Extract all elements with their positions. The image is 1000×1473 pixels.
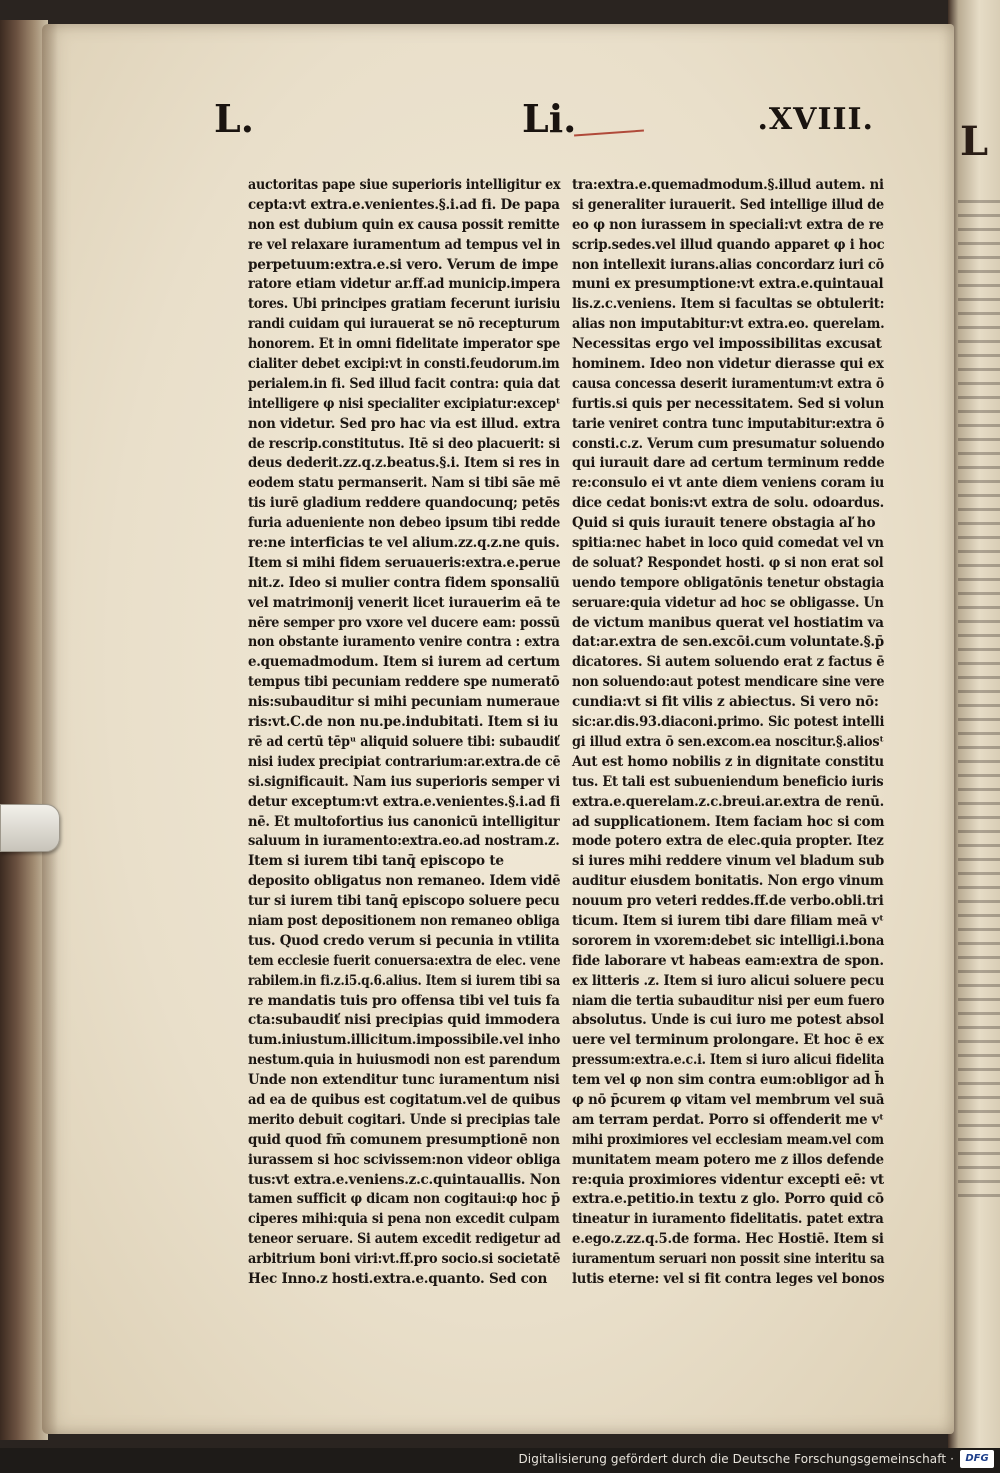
text-line: saluum in iuramento:extra.eo.ad nostram.z. (248, 833, 560, 850)
text-line: ratore etiam videtur ar.ff.ad municip.impera (248, 276, 561, 293)
text-line: Hec Inno.z hosti.extra.e.quanto. Sed con (248, 1270, 548, 1287)
text-line: vel matrimonij venerit licet iurauerim eā te (248, 594, 561, 611)
text-line: seruare:quia videtur ad hoc se obligasse. Un (572, 594, 884, 611)
text-line: mihi proximiores vel ecclesiam meam.vel com (572, 1131, 884, 1148)
text-line: teneor seruare. Si autem excedit redigetur ad (248, 1231, 561, 1248)
text-line: fide laborare vt habeas eam:extra de spon. (572, 952, 884, 969)
text-line: causa concessa deserit iuramentum:vt extra ō (572, 375, 885, 392)
text-line: non videtur. Sed pro hac via est illud. extra (248, 415, 561, 432)
text-line: munitatem meam potero me z illos defende (572, 1151, 884, 1168)
text-line: tur si iurem tibi tanq̄ episcopo soluere pecu (248, 893, 560, 910)
text-line: Item si mihi fidem seruaueris:extra.e.perue (248, 554, 561, 571)
text-line: re:quia proximiores videntur excepti eē: vt (572, 1171, 884, 1188)
text-line: cialiter debet excipi:vt in consti.feudorum.im (248, 356, 560, 373)
text-line: tempus tibi pecuniam reddere spe numeratō (248, 674, 560, 691)
text-line: perialem.in fi. Sed illud facit contra: quia dat (248, 375, 560, 392)
text-line: deus dederit.zz.q.z.beatus.§.i. Item si res in (248, 455, 560, 472)
page-gutter-shadow (42, 24, 58, 1434)
text-line: nēre semper pro vxore vel ducere eam: possū (248, 614, 560, 631)
text-line: ex litteris .z. Item si iuro alicui soluere pecu (572, 972, 885, 989)
text-line: qui iurauit dare ad certum terminum redde (572, 455, 885, 472)
text-line: honorem. Et in omni fidelitate imperator spe (248, 336, 560, 353)
text-line: e.quemadmodum. Item si iurem ad certum (248, 654, 560, 671)
text-line: am terram perdat. Porro si offenderit me vᵗ (572, 1111, 884, 1128)
text-line: arbitrium boni viri:vt.ff.pro socio.si societatē (248, 1251, 561, 1268)
text-line: re:ne interficias te vel alium.zz.q.z.ne quis. (248, 535, 560, 552)
text-line: intelligere φ nisi specialiter excipiatur:excepᵗ (248, 395, 561, 412)
text-line: nē. Et multofortius ius canonicū intelligitur (248, 813, 560, 830)
text-line: detur exceptum:vt extra.e.venientes.§.i.ad fi (248, 793, 561, 810)
text-line: non est dubium quin ex causa possit remitte (248, 216, 560, 233)
adjacent-page-text (958, 200, 1000, 1200)
text-line: tineatur in iuramento fidelitatis. patet extra (572, 1211, 884, 1228)
text-line: iuramentum seruari non possit sine interitu sa (572, 1251, 885, 1268)
text-line: sororem in vxorem:debet sic intelligi.i.bona (572, 932, 885, 949)
text-line: dat:ar.extra de sen.excōi.cum voluntate.§.p̄ (572, 634, 884, 651)
text-line: re mandatis tuis pro offensa tibi vel tuis fa (248, 992, 560, 1009)
funding-credit: Digitalisierung gefördert durch die Deutsche Forschungsgemeinschaft · (518, 1452, 954, 1466)
text-line: extra.e.petitio.in textu z glo. Porro quid cō (572, 1191, 884, 1208)
text-line: niam die tertia subauditur nisi per eum fuero (572, 992, 885, 1009)
text-line: auditur eiusdem bonitatis. Non ergo vinum (572, 873, 884, 890)
text-line: cta:subaudiť nisi precipias quid immodera (248, 1012, 560, 1029)
text-line: re:consulo ei vt ante diem veniens coram iu (572, 475, 885, 492)
text-line: tra:extra.e.quemadmodum.§.illud autem. ni (572, 177, 884, 193)
text-line: gi illud extra ō sen.excom.ea noscitur.§.aliosᵗ (572, 733, 884, 750)
text-line: niam post depositionem non remaneo obliga (248, 912, 560, 929)
text-line: tamen sufficit φ dicam non cogitaui:φ hoc p̄ (248, 1191, 560, 1208)
text-line: iurassem si hoc scivissem:non videor obliga (248, 1151, 561, 1168)
text-line: deposito obligatus non remaneo. Idem vidē (248, 873, 561, 890)
text-line: tus. Quod credo verum si pecunia in vtilita (248, 932, 560, 949)
text-line: de soluat? Respondet hosti. φ si non erat sol (572, 554, 884, 571)
header-middle: Li. (522, 96, 577, 141)
text-line: furia adueniente non debeo ipsum tibi redde (248, 515, 561, 532)
text-line: Necessitas ergo vel impossibilitas excusat (572, 336, 882, 353)
text-line: ciperes mihi:quia si pena non excedit culpam (248, 1211, 560, 1228)
text-line: non obstante iuramento venire contra : extra (248, 634, 560, 651)
text-line: tus:vt extra.e.veniens.z.c.quintauallis. Non (248, 1171, 561, 1188)
text-line: quid quod fm̄ comunem presumptionē non (248, 1131, 560, 1148)
text-line: furtis.si quis per necessitatem. Sed si volun (572, 395, 884, 412)
text-line: mode potero extra de elec.quia propter. Itez (572, 833, 884, 850)
text-line: muni ex presumptione:vt extra.e.quintaual (572, 276, 884, 293)
text-line: eodem statu permanserit. Nam si tibi sāe mē (248, 475, 561, 492)
text-line: si iures mihi reddere vinum vel bladum sub (572, 853, 885, 870)
text-line: Item si iurem tibi tanq̄ episcopo te (248, 853, 504, 870)
text-line: Aut est homo nobilis z in dignitate constitu (572, 753, 884, 770)
text-column-right (572, 176, 884, 1290)
text-line: spitia:nec habet in loco quid comedat vel vn (572, 535, 884, 552)
text-line: tores. Ubi principes gratiam fecerunt iurisiu (248, 296, 561, 313)
text-line: si generaliter iurauerit. Sed intellige illud de (572, 196, 884, 213)
text-line: consti.c.z. Verum cum presumatur soluendo (572, 435, 885, 452)
page-clip (0, 804, 60, 852)
text-line: nit.z. Ideo si mulier contra fidem sponsaliū (248, 574, 560, 591)
text-line: si.significauit. Nam ius superioris semper vi (248, 773, 560, 790)
text-line: ad ea de quibus est cogitatum.vel de quibus (248, 1091, 561, 1108)
text-line: lutis eterne: vel si fit contra leges vel bonos (572, 1270, 885, 1287)
text-line: tum.iniustum.illicitum.impossibile.vel inho (248, 1032, 561, 1049)
adjacent-page-initial: L (960, 118, 989, 165)
text-line: merito debuit cogitari. Unde si precipias tale (248, 1111, 561, 1128)
text-line: dicatores. Si autem soluendo erat z factus ē (572, 654, 885, 671)
text-line: rabilem.in fi.z.i5.q.6.alius. Item si iurem tibi sa (248, 972, 561, 989)
text-line: non intellexit iurans.alias concordarz iuri cō (572, 256, 884, 273)
text-line: dice cedat bonis:vt extra de solu. odoardus. (572, 495, 885, 512)
text-line: ris:vt.C.de non nu.pe.indubitati. Item si iu (248, 714, 559, 731)
book-left-edge (0, 20, 48, 1440)
text-column-left (248, 176, 560, 1290)
text-line: Unde non extenditur tunc iuramentum nisi (248, 1072, 560, 1089)
text-line: lis.z.c.veniens. Item si facultas se obtulerit: (572, 296, 885, 313)
text-line: absolutus. Unde is cui iuro me potest absol (572, 1012, 884, 1029)
text-line: nisi iudex precipiat contrarium:ar.extra.de cē (248, 753, 561, 770)
text-line: sic:ar.dis.93.diaconi.primo. Sic potest intelli (572, 714, 885, 731)
text-line: nestum.quia in huiusmodi non est parendum (248, 1052, 561, 1069)
text-line: re vel relaxare iuramentum ad tempus vel in (248, 236, 561, 253)
text-line: randi cuidam qui iurauerat se nō recepturum (248, 316, 560, 333)
header-left: L. (214, 96, 254, 141)
folio-number: .XVIII. (757, 102, 874, 137)
text-line: nouum pro veteri reddes.ff.de verbo.obli.tri (572, 893, 884, 910)
header-flourish (574, 130, 644, 137)
text-line: extra.e.querelam.z.c.breui.ar.extra de renū. (572, 793, 884, 810)
text-line: ad supplicationem. Item faciam hoc si com (572, 813, 885, 830)
text-line: Quid si quis iurauit tenere obstagia aľ ho (572, 515, 876, 532)
text-line: ticum. Item si iurem tibi dare filiam meā vᵗ (572, 912, 884, 929)
text-line: cepta:vt extra.e.venientes.§.i.ad fi. De papa (248, 196, 560, 213)
text-line: rē ad certū tēpᵘ aliquid soluere tibi: subaudiť (248, 733, 560, 750)
text-line: pressum:extra.e.c.i. Item si iuro alicui fidelita (572, 1052, 885, 1069)
text-line: e.ego.z.zz.q.5.de forma. Hec Hostiē. Item si (572, 1231, 884, 1248)
text-line: hominem. Ideo non videtur dierasse qui ex (572, 356, 884, 373)
text-line: tis iurē gladium reddere quandocunq; petēs (248, 495, 560, 512)
running-header (214, 96, 874, 150)
text-line: eo φ non iurassem in speciali:vt extra de re (572, 216, 884, 233)
text-line: cundia:vt si fit vilis z abiectus. Si vero nō: (572, 694, 879, 711)
text-line: uere vel terminum prolongare. Et hoc ē ex (572, 1032, 884, 1049)
text-line: scrip.sedes.vel illud quando apparet φ i hoc (572, 236, 885, 253)
text-line: tarie veniret contra tunc imputabitur:extra ō (572, 415, 885, 432)
text-line: tem vel φ non sim contra eum:obligor ad h̄ (572, 1072, 885, 1089)
text-line: de rescrip.constitutus. Itē si deo placuerit: si (248, 435, 561, 452)
text-line: tem ecclesie fuerit conuersa:extra de elec. vene (248, 952, 561, 969)
dfg-logo: DFG (960, 1450, 994, 1468)
text-line: perpetuum:extra.e.si vero. Verum de impe (248, 256, 559, 273)
text-line: alias non imputabitur:vt extra.eo. querelam. (572, 316, 885, 333)
text-line: non soluendo:aut potest mendicare sine vere (572, 674, 885, 691)
text-line: tus. Et tali est subueniendum beneficio iuris (572, 773, 884, 790)
text-line: φ nō p̄curem φ vitam vel membrum vel suā (572, 1091, 885, 1108)
text-line: uendo tempore obligatōnis tenetur obstagia (572, 574, 884, 591)
text-line: nis:subauditur si mihi pecuniam numeraue (248, 694, 560, 711)
text-line: auctoritas pape siue superioris intelligitur ex (248, 177, 561, 193)
text-line: de victum manibus querat vel hostiatim va (572, 614, 884, 631)
